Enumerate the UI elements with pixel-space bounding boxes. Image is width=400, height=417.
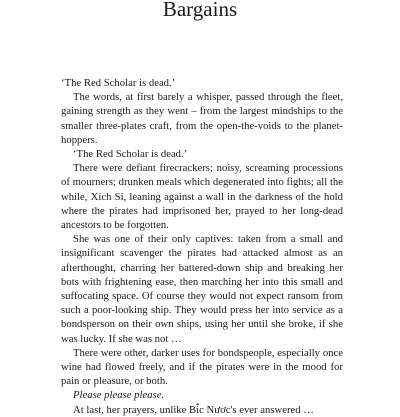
paragraph-italic: Please please please. — [73, 389, 165, 402]
paragraph: There were defiant firecrackers; noisy, screaming processions of mourners; drunken meals which degenerated into fights; all the while, Xích Si, leaning against a wall in the darkness of the hold where the pirates had imprisoned her, prayed to her long-dead ancestors to be forgotten. — [61, 162, 343, 232]
paragraph: ‘The Red Scholar is dead.’ — [73, 148, 188, 161]
chapter-body — [61, 76, 343, 417]
paragraph: At last, her prayers, unlike Bi̇̂c Nươc's ever answered … — [73, 403, 314, 416]
chapter-title: Bargains — [162, 0, 238, 21]
paragraph: The words, at first barely a whisper, passed through the fleet, gaining strength as they went – from the largest mindships to the smaller three-plates craft, from the open-the-voids to the planet-hoppers. — [61, 91, 343, 146]
paragraph: There were other, darker uses for bondspeople, especially once wine had flowed freely, and if the pirates were in the mood for pain or pleasure, or both. — [61, 346, 343, 388]
paragraph: ‘The Red Scholar is dead.’ — [61, 77, 176, 89]
paragraph: She was one of their only captives: taken from a small and insignificant scavenger the pirates had attacked almost as an afterthought, charring her battered-down ship and breaking her bots with frightening ease, then marching her into this small and suffocating space. Of course they would not expect ransom from such a poor-looking ship. They would press her into service as a bondsperson on their own ships, using her until she broke, if she was lucky. If she was not … — [61, 233, 343, 345]
